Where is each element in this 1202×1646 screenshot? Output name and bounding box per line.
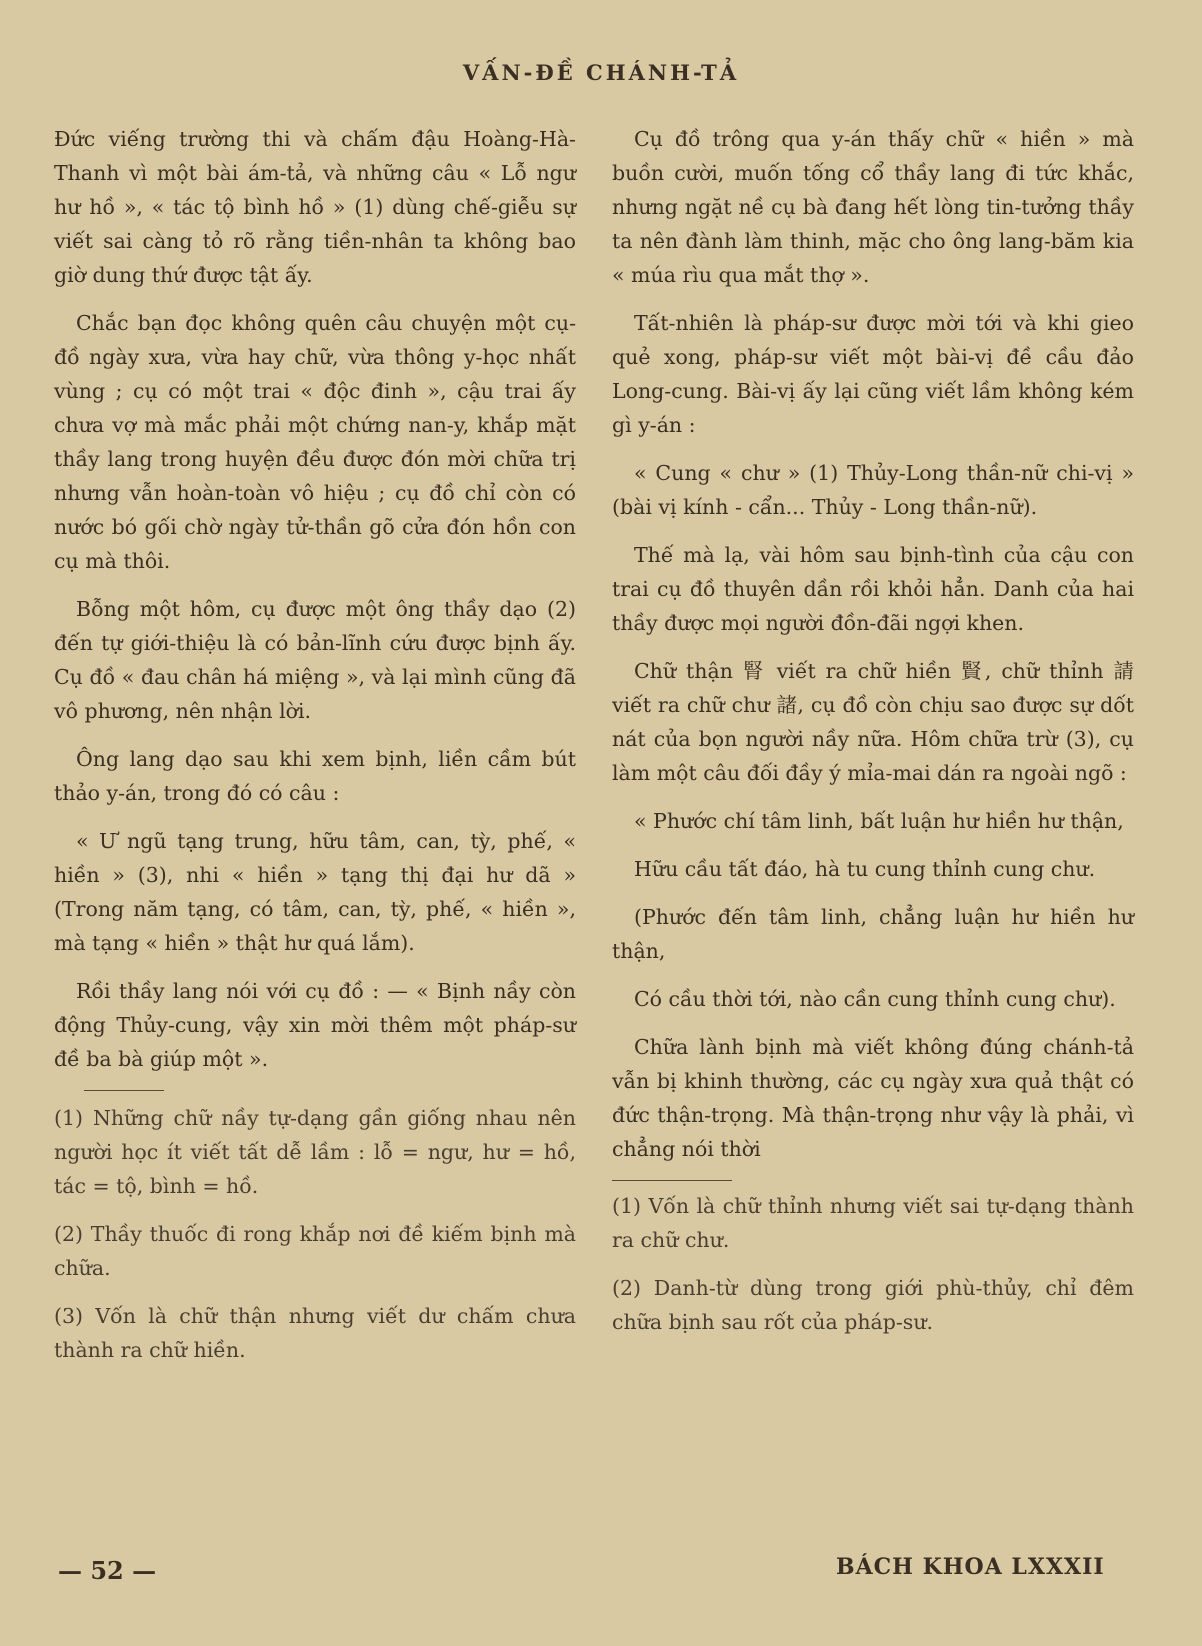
paragraph: Chữ thận 腎 viết ra chữ hiền 賢, chữ thỉnh 請 viết ra chữ chư 諸, cụ đồ còn chịu sao được sự dốt nát của bọn người nầy nữa. Hôm chữa trừ (3), cụ làm một câu đối đầy ý mỉa-mai dán ra ngoài ngõ : (612, 659, 1134, 785)
paragraph: Ông lang dạo sau khi xem bịnh, liền cầm bút thảo y-án, trong đó có câu : (54, 747, 576, 805)
paragraph: Chữa lành bịnh mà viết không đúng chánh-tả vẫn bị khinh thường, các cụ ngày xưa quả thật có đức thận-trọng. Mà thận-trọng như vậy là phải, vì chẳng nói thời (612, 1035, 1134, 1161)
paragraph: Bỗng một hôm, cụ được một ông thầy dạo (2) đến tự giới-thiệu là có bản-lĩnh cứu được bịnh ấy. Cụ đồ « đau chân há miệng », và lại mình cũng đã vô phương, nên nhận lời. (54, 597, 576, 723)
footnote: (2) Danh-từ dùng trong giới phù-thủy, chỉ đêm chữa bịnh sau rốt của pháp-sư. (612, 1276, 1134, 1334)
paragraph: Rồi thầy lang nói với cụ đồ : — « Bịnh nầy còn động Thủy-cung, vậy xin mời thêm một pháp-sư đề ba bà giúp một ». (54, 979, 576, 1071)
couplet-line: (Phước đến tâm linh, chẳng luận hư hiền hư thận, (612, 905, 1134, 963)
paragraph: « Ư ngũ tạng trung, hữu tâm, can, tỳ, phế, « hiền » (3), nhi « hiền » tạng thị đại hư dã » (Trong năm tạng, có tâm, can, tỳ, phế, « hiền », mà tạng « hiền » thật hư quá lắm). (54, 829, 576, 955)
couplet-line: Có cầu thời tới, nào cần cung thỉnh cung chư). (634, 987, 1116, 1011)
couplet-line: « Phước chí tâm linh, bất luận hư hiền hư thận, (634, 809, 1124, 833)
running-header: VẤN-ĐỀ CHÁNH-TẢ (462, 60, 740, 85)
page-number: — 52 — (58, 1556, 157, 1585)
right-column (612, 122, 1134, 1353)
paragraph: Thế mà lạ, vài hôm sau bịnh-tình của cậu con trai cụ đồ thuyên dần rồi khỏi hẳn. Danh của hai thầy được mọi người đồn-đãi ngợi khen. (612, 543, 1134, 635)
couplet-line: Hữu cầu tất đáo, hà tu cung thỉnh cung chư. (634, 857, 1096, 881)
footnote: (1) Vốn là chữ thỉnh nhưng viết sai tự-dạng thành ra chữ chư. (612, 1194, 1134, 1252)
paragraph: Đức viếng trường thi và chấm đậu Hoàng-Hà-Thanh vì một bài ám-tả, và những câu « Lỗ ngư hư hồ », « tác tộ bình hồ » (1) dùng chế-giễu sự viết sai càng tỏ rõ rằng tiền-nhân ta không bao giờ dung thứ được tật ấy. (54, 127, 576, 287)
footnote: (1) Những chữ nầy tự-dạng gần giống nhau nên người học ít viết tất dễ lầm : lỗ = ngư, hư = hồ, tác = tộ, bình = hồ. (54, 1106, 576, 1198)
footnote: (2) Thầy thuốc đi rong khắp nơi đề kiếm bịnh mà chữa. (54, 1222, 576, 1280)
footnote-rule (612, 1180, 732, 1181)
paragraph: Tất-nhiên là pháp-sư được mời tới và khi gieo quẻ xong, pháp-sư viết một bài-vị đề cầu đảo Long-cung. Bài-vị ấy lại cũng viết lầm không kém gì y-án : (612, 311, 1134, 437)
footnote-rule (84, 1090, 164, 1091)
left-column (54, 122, 576, 1381)
magazine-title: BÁCH KHOA LXXXII (836, 1554, 1105, 1580)
paragraph: Chắc bạn đọc không quên câu chuyện một cụ-đồ ngày xưa, vừa hay chữ, vừa thông y-học nhất vùng ; cụ có một trai « độc đinh », cậu trai ấy chưa vợ mà mắc phải một chứng nan-y, khắp mặt thầy lang trong huyện đều được đón mời chữa trị nhưng vẫn hoàn-toàn vô hiệu ; cụ đồ chỉ còn có nước bó gối chờ ngày tử-thần gõ cửa đón hồn con cụ mà thôi. (54, 311, 576, 573)
paragraph: « Cung « chư » (1) Thủy-Long thần-nữ chi-vị » (bài vị kính - cẩn... Thủy - Long thần-nữ). (612, 461, 1134, 519)
footnote: (3) Vốn là chữ thận nhưng viết dư chấm chưa thành ra chữ hiền. (54, 1304, 576, 1362)
paragraph: Cụ đồ trông qua y-án thấy chữ « hiền » mà buồn cười, muốn tống cổ thầy lang đi tức khắc, nhưng ngặt nề cụ bà đang hết lòng tin-tưởng thầy ta nên đành làm thinh, mặc cho ông lang-băm kia « múa rìu qua mắt thợ ». (612, 127, 1134, 287)
